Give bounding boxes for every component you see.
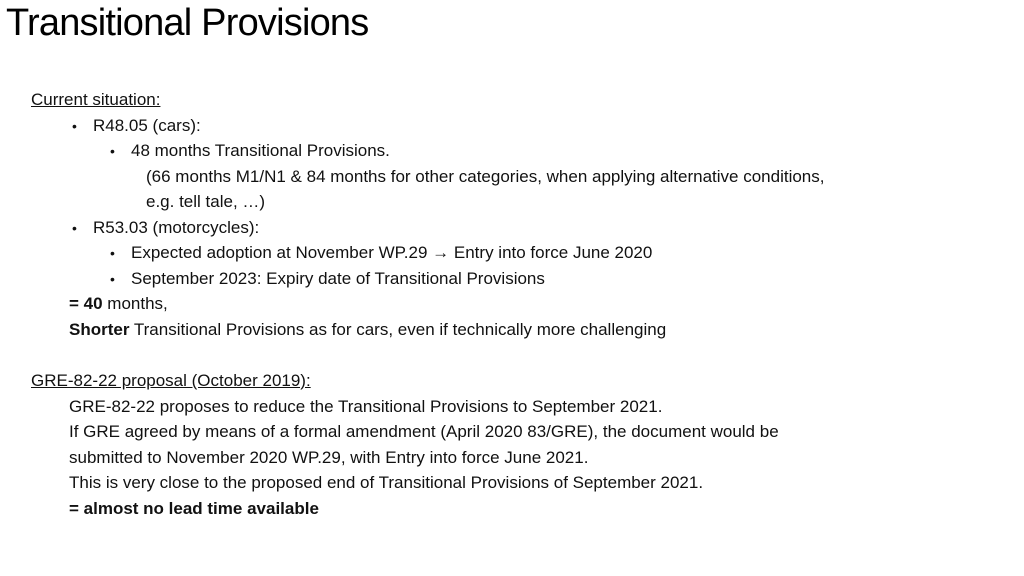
r48-note-line2: e.g. tell tale, …) (146, 192, 266, 211)
eq-40-line (69, 293, 168, 315)
proposal-line3: submitted to November 2020 WP.29, with Entry into force June 2021. (69, 448, 589, 467)
r53-label: R53.03 (motorcycles): (93, 218, 260, 237)
eq-40-value: = 40 (69, 294, 103, 313)
bullet-icon: • (72, 220, 77, 236)
r53-sub1 (131, 242, 652, 264)
r48-sub1: 48 months Transitional Provisions. (131, 141, 390, 160)
slide-title: Transitional Provisions (6, 2, 369, 44)
proposal-line2: If GRE agreed by means of a formal amendment (April 2020 83/GRE), the document would be (69, 422, 779, 441)
proposal-heading: GRE-82-22 proposal (October 2019): (31, 371, 311, 390)
bullet-icon: • (110, 271, 115, 287)
r53-sub2: September 2023: Expiry date of Transitional Provisions (131, 269, 545, 288)
r53-sub1-text-a: Expected adoption at November WP.29 (131, 243, 428, 262)
bullet-icon: • (110, 143, 115, 159)
r48-label: R48.05 (cars): (93, 116, 201, 135)
proposal-conclusion: = almost no lead time available (69, 499, 319, 518)
r48-note-line1: (66 months M1/N1 & 84 months for other categories, when applying alternative conditions, (146, 167, 825, 186)
bullet-icon: • (72, 118, 77, 134)
proposal-line4: This is very close to the proposed end of Transitional Provisions of September 2021. (69, 473, 704, 492)
current-situation-heading: Current situation: (31, 90, 161, 109)
shorter-bold: Shorter (69, 320, 130, 339)
proposal-line1: GRE-82-22 proposes to reduce the Transitional Provisions to September 2021. (69, 397, 663, 416)
r53-sub1-text-b: Entry into force June 2020 (453, 243, 653, 262)
shorter-rest: Transitional Provisions as for cars, even if technically more challenging (129, 320, 667, 339)
eq-40-suffix: months, (102, 294, 168, 313)
bullet-icon: • (110, 245, 115, 261)
right-arrow-icon: → (432, 243, 450, 262)
shorter-line (69, 319, 666, 341)
